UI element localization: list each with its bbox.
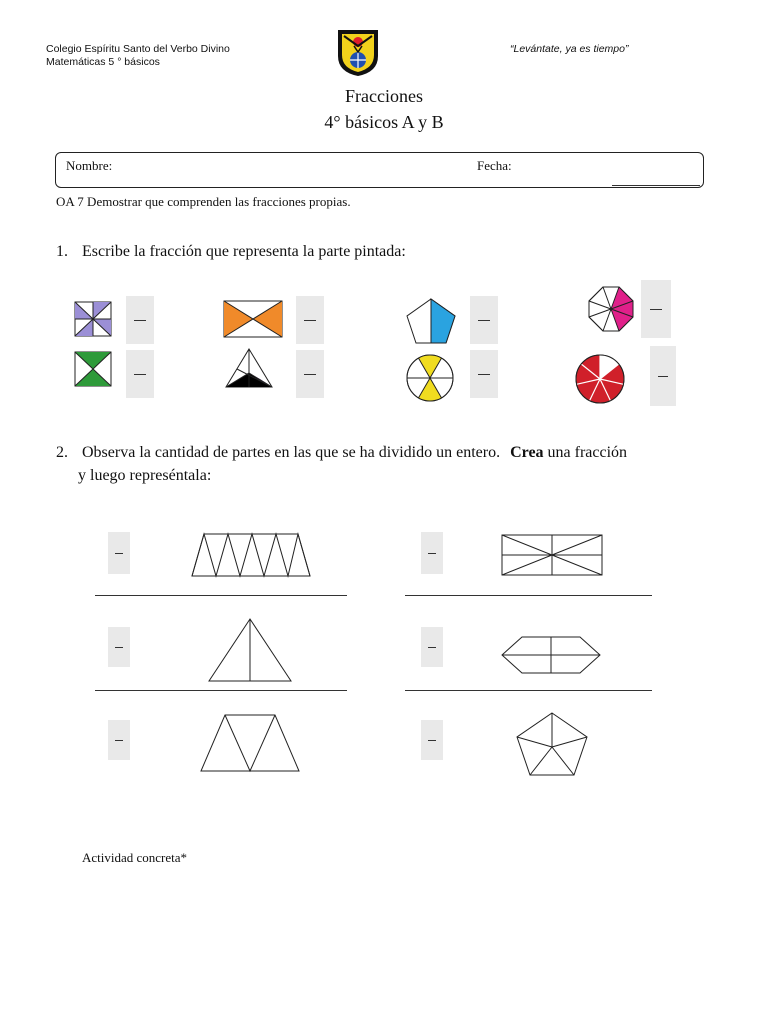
question-1-number: 1. — [56, 243, 68, 260]
figure-octagon-slices — [587, 285, 635, 333]
answer-box[interactable] — [470, 296, 498, 344]
answer-box[interactable] — [421, 532, 443, 574]
answer-box[interactable] — [641, 280, 671, 338]
divider-line — [405, 595, 652, 596]
question-2-line2: y luego represéntala: — [78, 467, 212, 484]
figure-triangle-halved — [207, 617, 293, 683]
figure-circle-7-slices — [574, 353, 626, 405]
date-label: Fecha: — [477, 158, 512, 173]
figure-trapezoid-3-triangles — [199, 713, 301, 773]
objective-text: OA 7 Demostrar que comprenden las fracciones propias. — [56, 194, 351, 209]
school-motto: “Levántate, ya es tiempo” — [510, 43, 629, 55]
answer-box[interactable] — [108, 627, 130, 667]
question-1-text: Escribe la fracción que representa la parte pintada: — [82, 243, 406, 260]
school-name: Colegio Espíritu Santo del Verbo Divino — [46, 43, 230, 55]
question-2-number: 2. — [56, 444, 68, 461]
figure-triangle-split — [224, 347, 274, 389]
answer-box[interactable] — [108, 720, 130, 760]
figure-pentagon-half — [405, 297, 457, 345]
answer-box[interactable] — [108, 532, 130, 574]
course-name: Matemáticas 5 ° básicos — [46, 56, 160, 68]
divider-line — [95, 690, 347, 691]
answer-box[interactable] — [421, 720, 443, 760]
page-subtitle: 4° básicos A y B — [324, 112, 444, 132]
figure-square-8-triangles — [74, 301, 112, 337]
figure-rectangle-bowtie — [223, 300, 283, 338]
question-2-text-after: una fracción — [547, 444, 628, 461]
figure-rectangle-8-triangles — [501, 534, 603, 576]
page-title: Fracciones — [345, 86, 423, 106]
date-underline — [612, 185, 700, 186]
divider-line — [95, 595, 347, 596]
divider-line — [405, 690, 652, 691]
question-1 — [56, 240, 406, 263]
school-header — [46, 43, 230, 69]
figure-hexagon-quartered — [500, 635, 602, 675]
answer-box[interactable] — [296, 350, 324, 398]
question-2-bold: Crea — [510, 444, 544, 461]
answer-box[interactable] — [650, 346, 676, 406]
answer-box[interactable] — [296, 296, 324, 344]
figure-square-hourglass — [74, 351, 112, 387]
footer-note: Actividad concreta* — [82, 850, 188, 865]
question-2 — [56, 441, 716, 487]
figure-circle-6-slices — [405, 353, 455, 403]
question-2-text: Observa la cantidad de partes en las que se ha dividido un entero. — [82, 444, 501, 461]
name-date-box — [55, 152, 704, 188]
answer-box[interactable] — [126, 350, 154, 398]
answer-box[interactable] — [421, 627, 443, 667]
answer-box[interactable] — [126, 296, 154, 344]
answer-box[interactable] — [470, 350, 498, 398]
school-crest-icon — [336, 28, 380, 78]
figure-pentagon-5-triangles — [515, 711, 589, 777]
figure-triangle-strip — [190, 532, 312, 578]
name-label: Nombre: — [66, 158, 113, 173]
